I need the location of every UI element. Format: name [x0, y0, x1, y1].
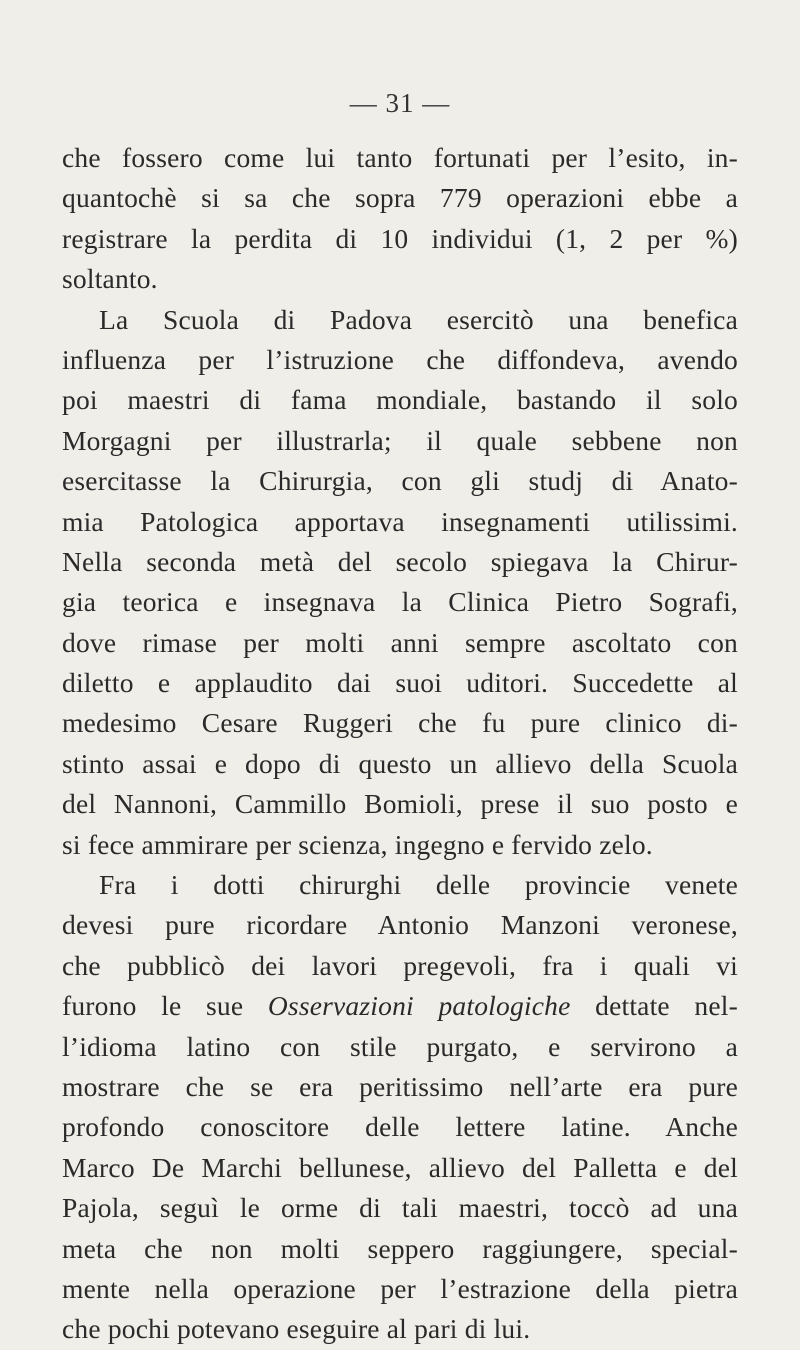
text-line: mostrare che se era peritissimo nell’arte era pure [62, 1070, 738, 1102]
text-fragment: dettate nel- [570, 990, 738, 1022]
text-line: mente nella operazione per l’estrazione della pietra [62, 1272, 738, 1304]
text-line: Fra i dotti chirurghi delle provincie venete [99, 869, 738, 901]
text-line: stinto assai e dopo di questo un allievo della Scuola [62, 747, 738, 779]
text-line: gia teorica e insegnava la Clinica Pietro Sografi, [62, 586, 738, 618]
text-line: che pubblicò dei lavori pregevoli, fra i quali vi [62, 949, 738, 981]
text-line: Pajola, seguì le orme di tali maestri, toccò ad una [62, 1192, 738, 1224]
text-line: Morgagni per illustrarla; il quale sebbene non [62, 424, 738, 456]
text-line: Marco De Marchi bellunese, allievo del Palletta e del [62, 1151, 738, 1183]
text-line: che pochi potevano eseguire al pari di lui. [62, 1313, 531, 1345]
text-line: Nella seconda metà del secolo spiegava la Chirur- [62, 545, 738, 577]
text-line: che fossero come lui tanto fortunati per l’esito, in- [62, 142, 738, 173]
text-line: esercitasse la Chirurgia, con gli studj di Anato- [62, 465, 738, 497]
text-line: soltanto. [62, 263, 158, 295]
text-line: dove rimase per molti anni sempre ascoltato con [62, 626, 738, 658]
text-line: profondo conoscitore delle lettere latine. Anche [62, 1111, 738, 1143]
text-line: poi maestri di fama mondiale, bastando il solo [62, 384, 738, 416]
text-fragment: furono le sue [62, 990, 268, 1022]
text-line: registrare la perdita di 10 individui (1, 2 per %) [62, 222, 738, 254]
text-line: del Nannoni, Cammillo Bomioli, prese il suo posto e [62, 788, 738, 820]
text-line [62, 986, 738, 1026]
text-line: l’idioma latino con stile purgato, e servirono a [62, 1030, 738, 1062]
text-line: La Scuola di Padova esercitò una benefica [99, 303, 738, 335]
text-line: influenza per l’istruzione che diffondeva, avendo [62, 343, 738, 375]
text-line: devesi pure ricordare Antonio Manzoni veronese, [62, 909, 738, 941]
body-text [62, 138, 738, 1350]
page-number: — 31 — [349, 88, 451, 118]
text-line: medesimo Cesare Ruggeri che fu pure clinico di- [62, 707, 738, 739]
text-line: mia Patologica apportava insegnamenti utilissimi. [62, 505, 738, 537]
text-line: diletto e applaudito dai suoi uditori. Succedette al [62, 667, 738, 699]
text-line: si fece ammirare per scienza, ingegno e fervido zelo. [62, 828, 653, 860]
italic-title: Osservazioni patologiche [267, 990, 571, 1022]
text-line: quantochè si sa che sopra 779 operazioni ebbe a [62, 182, 738, 214]
text-line: meta che non molti seppero raggiungere, special- [62, 1232, 738, 1264]
